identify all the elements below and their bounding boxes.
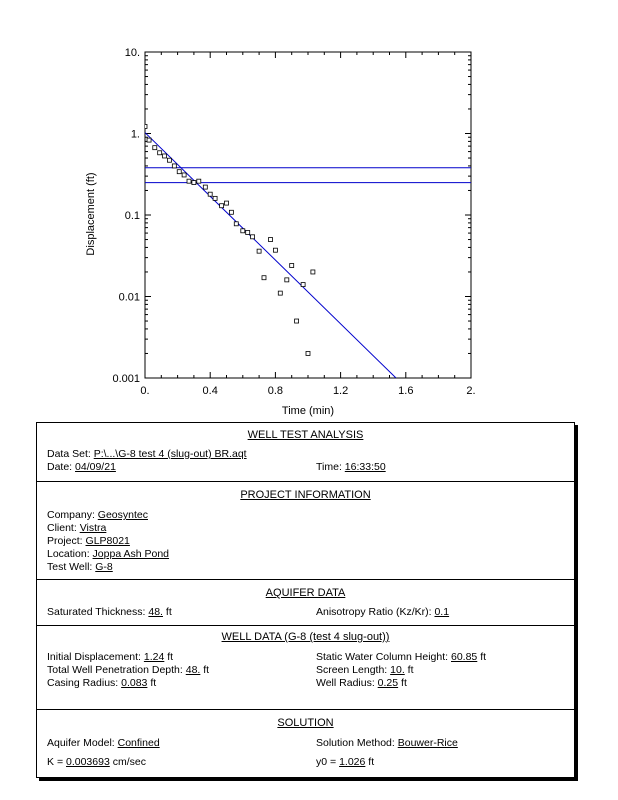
unit: ft [480, 651, 487, 663]
screen-length-value: 10. [390, 664, 405, 676]
well-data-section [37, 625, 574, 709]
field-label: Saturated Thickness: [47, 606, 146, 618]
test-well-line [47, 561, 113, 573]
field-label: Well Radius: [316, 677, 375, 689]
unit: ft [407, 664, 414, 676]
x-tick-label: 2. [466, 385, 476, 397]
y-tick-label: 0.1 [124, 210, 140, 222]
field-label: Project: [47, 535, 83, 547]
unit: ft [368, 756, 375, 768]
y-tick-label: 1. [130, 128, 140, 141]
data-point [269, 238, 273, 242]
data-point [262, 276, 266, 280]
field-label: Casing Radius: [47, 677, 119, 689]
test-well-value: G-8 [95, 561, 113, 573]
time-value: 16:33:50 [344, 461, 386, 473]
data-set-line [47, 448, 247, 460]
solution-method-line [316, 737, 458, 749]
y0-line [316, 756, 374, 768]
section-heading: WELL TEST ANALYSIS [247, 429, 364, 441]
field-label: Aquifer Model: [47, 737, 115, 749]
project-line [47, 535, 130, 547]
field-label: Anisotropy Ratio (Kz/Kr): [316, 606, 432, 618]
field-label: y0 [316, 756, 328, 768]
y0-value: 1.026 [339, 756, 366, 768]
data-point [220, 204, 224, 208]
data-point [257, 249, 261, 253]
section-heading: SOLUTION [277, 717, 334, 729]
data-point [306, 351, 310, 355]
anisotropy-line [316, 606, 449, 618]
location-value: Joppa Ash Pond [92, 548, 170, 560]
data-point [241, 229, 245, 233]
static-water-column-value: 60.85 [451, 651, 478, 663]
equals-sign: = [56, 756, 64, 768]
client-line [47, 522, 106, 534]
data-point [285, 278, 289, 282]
project-value: GLP8021 [85, 535, 130, 547]
field-label: Total Well Penetration Depth: [47, 664, 183, 676]
date-value: 04/09/21 [75, 461, 116, 473]
field-label: Test Well: [47, 561, 93, 573]
field-label: Solution Method: [316, 737, 395, 749]
unit: ft [165, 606, 172, 618]
unit: cm/sec [112, 756, 146, 768]
casing-radius-line [47, 677, 156, 689]
x-tick-label: 0.8 [267, 385, 284, 397]
section-heading: PROJECT INFORMATION [240, 489, 371, 501]
unit: ft [401, 677, 407, 689]
x-tick-label: 1.6 [398, 385, 414, 397]
x-tick-label: 1.2 [332, 385, 349, 397]
casing-radius-value: 0.083 [121, 677, 148, 689]
data-point [301, 283, 305, 287]
report-panel [36, 422, 575, 778]
data-point [147, 138, 151, 142]
equals-sign: = [330, 756, 337, 768]
field-label: Time: [316, 461, 342, 473]
data-point [197, 179, 201, 183]
data-point [295, 319, 299, 323]
field-label: Static Water Column Height: [316, 651, 449, 663]
data-point [158, 151, 162, 155]
unit: ft [167, 651, 174, 663]
data-point [234, 222, 238, 226]
x-tick-label: 0. [140, 385, 150, 397]
screen-length-line [316, 664, 414, 676]
penetration-depth-line [47, 664, 209, 676]
y-tick-label: 10. [124, 47, 140, 59]
k-line [47, 756, 146, 768]
penetration-depth-value: 48. [185, 664, 201, 676]
data-point [229, 210, 233, 214]
data-point [246, 230, 250, 234]
field-label: Company: [47, 509, 95, 521]
x-axis-label: Time (min) [281, 405, 335, 417]
data-point [163, 154, 167, 158]
initial-displacement-value: 1.24 [143, 651, 165, 663]
well-radius-line [316, 677, 407, 689]
section-heading: WELL DATA (G-8 (test 4 slug-out)) [221, 631, 390, 643]
data-point [273, 248, 277, 252]
aquifer-model-line [47, 737, 160, 749]
data-point [192, 181, 196, 185]
data-point [167, 158, 171, 162]
x-tick-label: 0.4 [202, 385, 218, 397]
data-point [208, 192, 212, 196]
field-label: Client: [47, 522, 77, 534]
section-heading: AQUIFER DATA [265, 587, 346, 599]
data-set-value: P:\...\G-8 test 4 (slug-out) BR.aqt [93, 448, 247, 460]
anisotropy-value: 0.1 [434, 606, 450, 618]
well-test-analysis-section [37, 423, 574, 481]
static-water-column-line [316, 651, 486, 663]
field-label: Data Set: [47, 448, 91, 460]
aquifer-model-value: Confined [117, 737, 160, 749]
location-line [47, 548, 169, 560]
solution-method-value: Bouwer-Rice [397, 737, 458, 749]
fit-line [145, 133, 396, 378]
k-value: 0.003693 [66, 756, 110, 768]
data-point [213, 196, 217, 200]
client-value: Vistra [79, 522, 107, 534]
data-point [290, 264, 294, 268]
data-point [172, 164, 176, 168]
well-radius-value: 0.25 [377, 677, 399, 689]
project-information-section [37, 481, 574, 579]
y-tick-label: 0.001 [112, 373, 140, 385]
initial-displacement-line [47, 651, 173, 663]
saturated-thickness-value: 48. [148, 606, 163, 618]
company-value: Geosyntec [97, 509, 148, 521]
field-label: Initial Displacement: [47, 651, 141, 663]
solution-section [37, 709, 574, 779]
company-line [47, 509, 148, 521]
data-point [143, 124, 147, 128]
data-point [203, 185, 207, 189]
plot-frame [145, 52, 471, 378]
unit: ft [150, 677, 157, 689]
field-label: Date: [47, 461, 73, 473]
aquifer-data-section [37, 579, 574, 625]
data-point [153, 146, 157, 150]
y-axis-label: Displacement (ft) [85, 172, 97, 256]
field-label: Location: [47, 548, 90, 560]
data-point [251, 235, 255, 239]
field-label: K [47, 756, 55, 768]
saturated-thickness-line [47, 606, 172, 618]
time-line [316, 461, 386, 473]
data-point [187, 179, 191, 183]
unit: ft [203, 664, 210, 676]
date-line [47, 461, 116, 473]
y-tick-label: 0.01 [118, 291, 140, 304]
data-point [182, 173, 186, 177]
data-point [278, 291, 282, 295]
field-label: Screen Length: [316, 664, 388, 676]
data-point [225, 201, 229, 205]
data-point [177, 170, 181, 174]
data-point [311, 270, 315, 274]
